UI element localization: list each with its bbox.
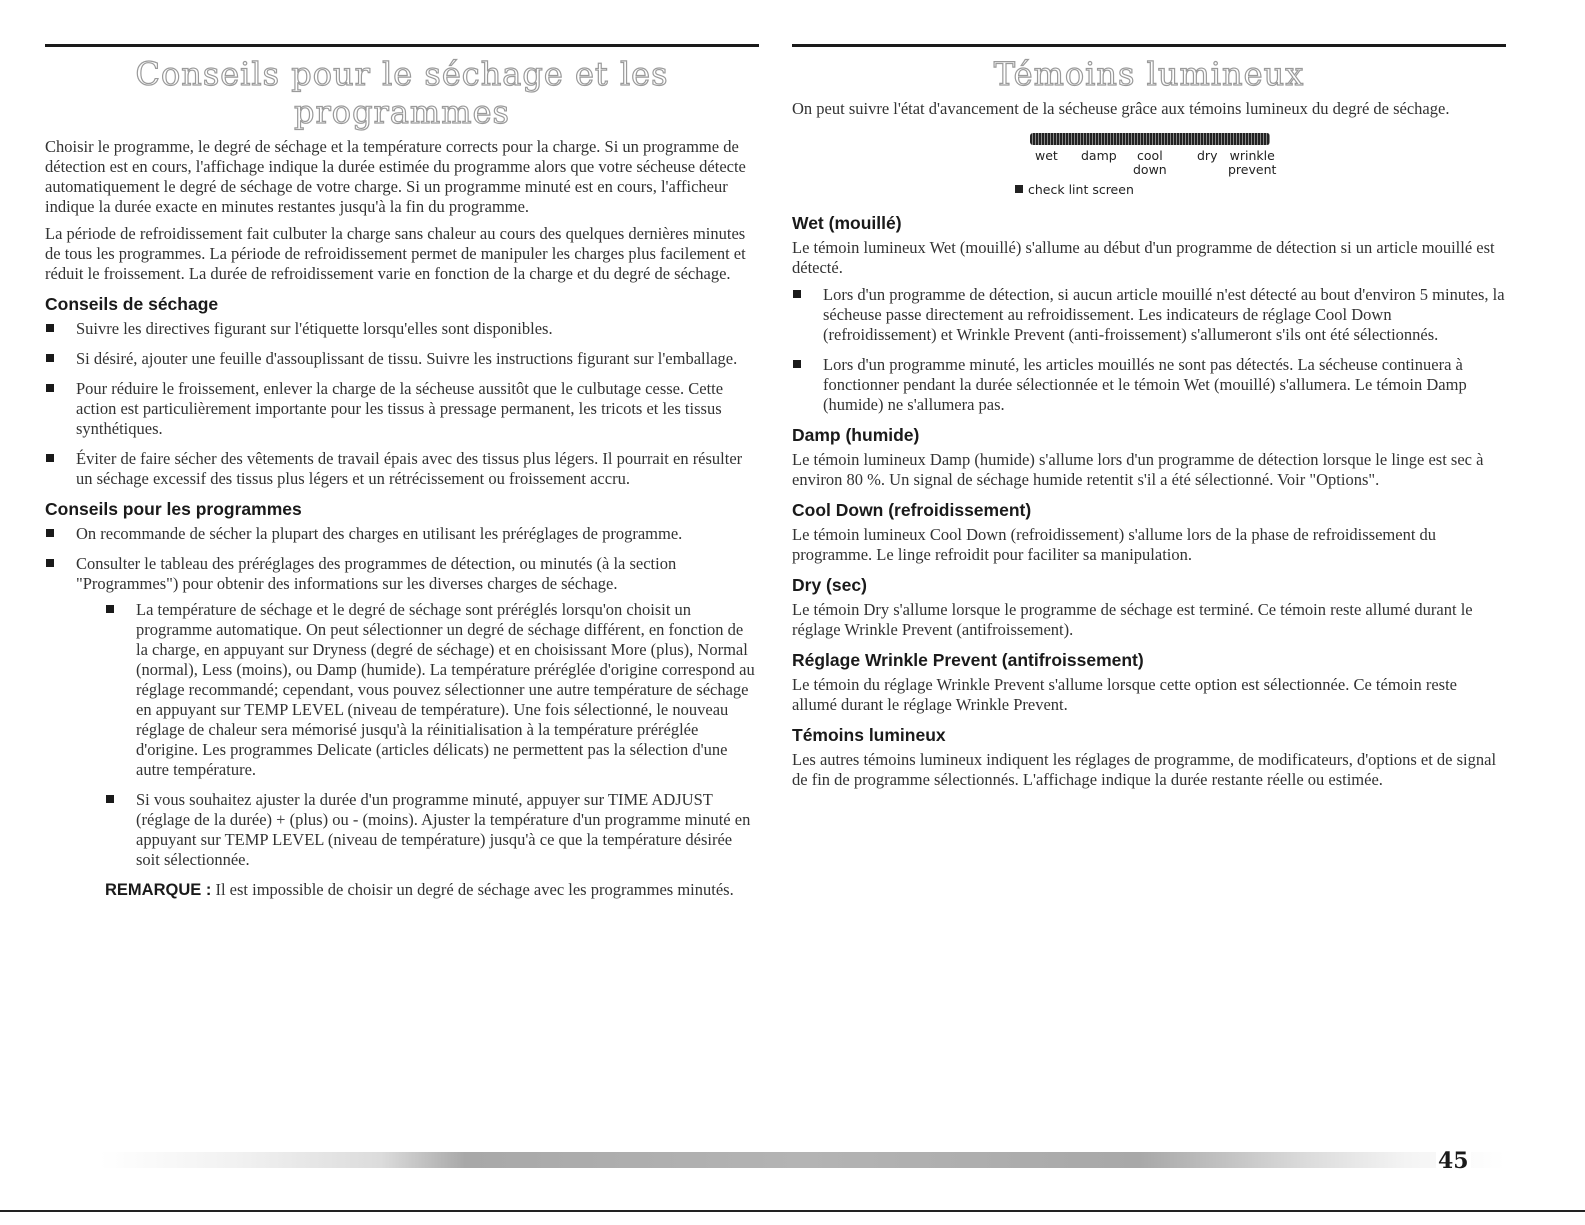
bullet-icon	[46, 384, 54, 392]
dry-text: Le témoin Dry s'allume lorsque le programme de séchage est terminé. Ce témoin reste allumé durant le réglage Wrinkle Prevent (antifroissement).	[792, 600, 1473, 639]
cool-down-heading: Cool Down (refroidissement)	[792, 500, 1032, 520]
drying-tips-heading: Conseils de séchage	[45, 294, 219, 314]
list-item: Éviter de faire sécher des vêtements de travail épais avec des tissus plus légers. Il pourrait en résulter un séchage excessif des tissus plus légers et un rétrécissement ou froissement accru.	[45, 449, 759, 489]
note	[45, 880, 759, 900]
lint-light-icon	[1015, 185, 1023, 193]
indicator-bar	[1030, 133, 1270, 145]
bullet-icon	[793, 360, 801, 368]
sub-list	[105, 600, 759, 870]
note-text: Il est impossible de choisir un degré de séchage avec les programmes minutés.	[211, 880, 734, 899]
bullet-icon	[46, 324, 54, 332]
bullet-icon	[106, 605, 114, 613]
footer-bar	[100, 1152, 1505, 1168]
wrinkle-prevent-text: Le témoin du réglage Wrinkle Prevent s'allume lorsque cette option est sélectionnée. Ce témoin reste allumé durant le réglage Wrinkle Prevent.	[792, 675, 1458, 714]
left-column	[45, 44, 759, 907]
indicator-lights-heading: Témoins lumineux	[792, 725, 946, 745]
bullet-icon	[46, 559, 54, 567]
note-label: REMARQUE :	[105, 881, 212, 899]
list-item: Si désiré, ajouter une feuille d'assouplissant de tissu. Suivre les instructions figurant sur l'emballage.	[45, 349, 759, 369]
page-number: 45	[1438, 1148, 1469, 1174]
bullet-icon	[793, 290, 801, 298]
wrinkle-prevent-heading: Réglage Wrinkle Prevent (antifroissement)	[792, 650, 1144, 670]
list-item: Pour réduire le froissement, enlever la charge de la sécheuse aussitôt que le culbutage cesse. Cette action est particulièrement importante pour les tissus à pressage permanent, les tricots et les tissus synthétiques.	[45, 379, 759, 439]
sub-list-item: Si vous souhaitez ajuster la durée d'un programme minuté, appuyer sur TIME ADJUST (réglage de la durée) + (plus) ou - (moins). Ajuster la température d'un programme minuté en appuyant sur TEMP LEVEL (niveau de température) jusqu'à ce que la température désirée soit sélectionnée.	[105, 790, 759, 870]
right-column	[792, 44, 1506, 797]
damp-text: Le témoin lumineux Damp (humide) s'allume lors d'un programme de détection lorsque le linge est sec à environ 80 %. Un signal de séchage humide retentit s'il a été sélectionné. Voir "Options".	[792, 450, 1484, 489]
list-item: Lors d'un programme minuté, les articles mouillés ne sont pas détectés. La sécheuse continuera à fonctionner pendant la durée sélectionnée et le témoin Wet (mouillé) s'allumera. Le témoin Damp (humide) ne s'allumera pas.	[792, 355, 1506, 415]
cool-down-text: Le témoin lumineux Cool Down (refroidissement) s'allume lors de la phase de refroidissement du programme. Le linge refroidit pour faciliter sa manipulation.	[792, 525, 1437, 564]
damp-heading: Damp (humide)	[792, 425, 920, 445]
indicator-label-wet: wet	[1035, 148, 1058, 163]
right-title: Témoins lumineux	[993, 55, 1305, 93]
top-rule	[792, 44, 1506, 47]
indicator-lights-text: Les autres témoins lumineux indiquent les réglages de programme, de modificateurs, d'options et de signal de fin de programme sélectionnés. L'affichage indique la durée restante réelle ou estimée.	[792, 750, 1497, 789]
program-tips-list	[45, 524, 759, 870]
intro-paragraph: La période de refroidissement fait culbuter la charge sans chaleur au cours des quelques dernières minutes de tous les programmes. La période de refroidissement permet de manipuler les charges plus facilement et réduit le froissement. La durée de refroidissement varie en fonction de la charge et du degré de séchage.	[45, 224, 746, 283]
indicator-label-dry: dry	[1197, 148, 1218, 163]
list-item: Lors d'un programme de détection, si aucun article mouillé n'est détecté au bout d'environ 5 minutes, la sécheuse passe directement au refroidissement. Les indicateurs de réglage Cool Down (refroidissement) et Wrinkle Prevent (anti-froissement) s'allumeront s'ils ont été sélectionnés.	[792, 285, 1506, 345]
drying-tips-list	[45, 319, 759, 489]
list-item: Suivre les directives figurant sur l'étiquette lorsqu'elles sont disponibles.	[45, 319, 759, 339]
wet-text: Le témoin lumineux Wet (mouillé) s'allume au début d'un programme de détection si un article mouillé est détecté.	[792, 238, 1495, 277]
lint-indicator: check lint screen	[1015, 182, 1134, 197]
indicator-label-damp: damp	[1081, 148, 1117, 163]
indicator-label-cool-down: cool down	[1133, 148, 1167, 177]
bullet-icon	[46, 454, 54, 462]
bottom-rule	[0, 1210, 1585, 1212]
sub-list-item: La température de séchage et le degré de séchage sont préréglés lorsqu'on choisit un programme automatique. On peut sélectionner un degré de séchage différent, en fonction de la charge, en appuyant sur Dryness (degré de séchage) et en choisissant More (plus), Normal (normal), Less (moins), ou Damp (humide). La température préréglée d'origine correspond au réglage recommandé; cependant, vous pouvez sélectionner une autre température de séchage en appuyant sur TEMP LEVEL (niveau de température). Une fois sélectionné, le nouveau réglage de chaleur sera mémorisé jusqu'à la réinitialisation à la température préréglée d'origine. Les programmes Delicate (articles délicats) ne permettent pas la sélection d'une autre température.	[105, 600, 759, 780]
intro-paragraph: Choisir le programme, le degré de séchage et la température corrects pour la charge. Si un programme de détection est en cours, l'affichage indique la durée estimée du programme alors que votre sécheuse détecte automatiquement le degré de séchage de votre charge. Si un programme minuté est en cours, l'afficheur indique la durée exacte en minutes restantes jusqu'à la fin du programme.	[45, 137, 746, 216]
bullet-icon	[46, 529, 54, 537]
bullet-icon	[46, 354, 54, 362]
top-rule	[45, 44, 759, 47]
program-tips-heading: Conseils pour les programmes	[45, 499, 302, 519]
wet-heading: Wet (mouillé)	[792, 213, 902, 233]
indicator-label-wrinkle-prevent: wrinkle prevent	[1228, 148, 1277, 177]
dry-heading: Dry (sec)	[792, 575, 867, 595]
wet-list	[792, 285, 1506, 415]
left-title: Conseils pour le séchage et les programmes	[135, 55, 669, 131]
indicator-panel	[792, 133, 1506, 203]
list-item: On recommande de sécher la plupart des charges en utilisant les préréglages de programme.	[45, 524, 759, 544]
bullet-icon	[106, 795, 114, 803]
intro-paragraph: On peut suivre l'état d'avancement de la sécheuse grâce aux témoins lumineux du degré de séchage.	[792, 99, 1450, 118]
list-item: Consulter le tableau des préréglages des programmes de détection, ou minutés (à la section "Programmes") pour obtenir des informations sur les diverses charges de séchage. La température de séchage et le degré de séchage sont préréglés lorsqu'on choisit un programme automatique. On peut sélectionner un degré de séchage différent, en fonction de la charge, en appuyant sur Dryness (degré de séchage) et en choisissant More (plus), Normal (normal), Less (moins), ou Damp (humide). La température préréglée d'origine correspond au réglage recommandé; cependant, vous pouvez sélectionner une autre température de séchage en appuyant sur TEMP LEVEL (niveau de température). Une fois sélectionné, le nouveau réglage de chaleur sera mémorisé jusqu'à la réinitialisation à la température préréglée d'origine. Les programmes Delicate (articles délicats) ne permettent pas la sélection d'une autre température. Si vous souhaitez ajuster la durée d'un programme minuté, appuyer sur TIME ADJUST (réglage de la durée) + (plus) ou - (moins). Ajuster la température d'un programme minuté en appuyant sur TEMP LEVEL (niveau de température) jusqu'à ce que la température désirée soit sélectionnée.	[45, 554, 759, 870]
